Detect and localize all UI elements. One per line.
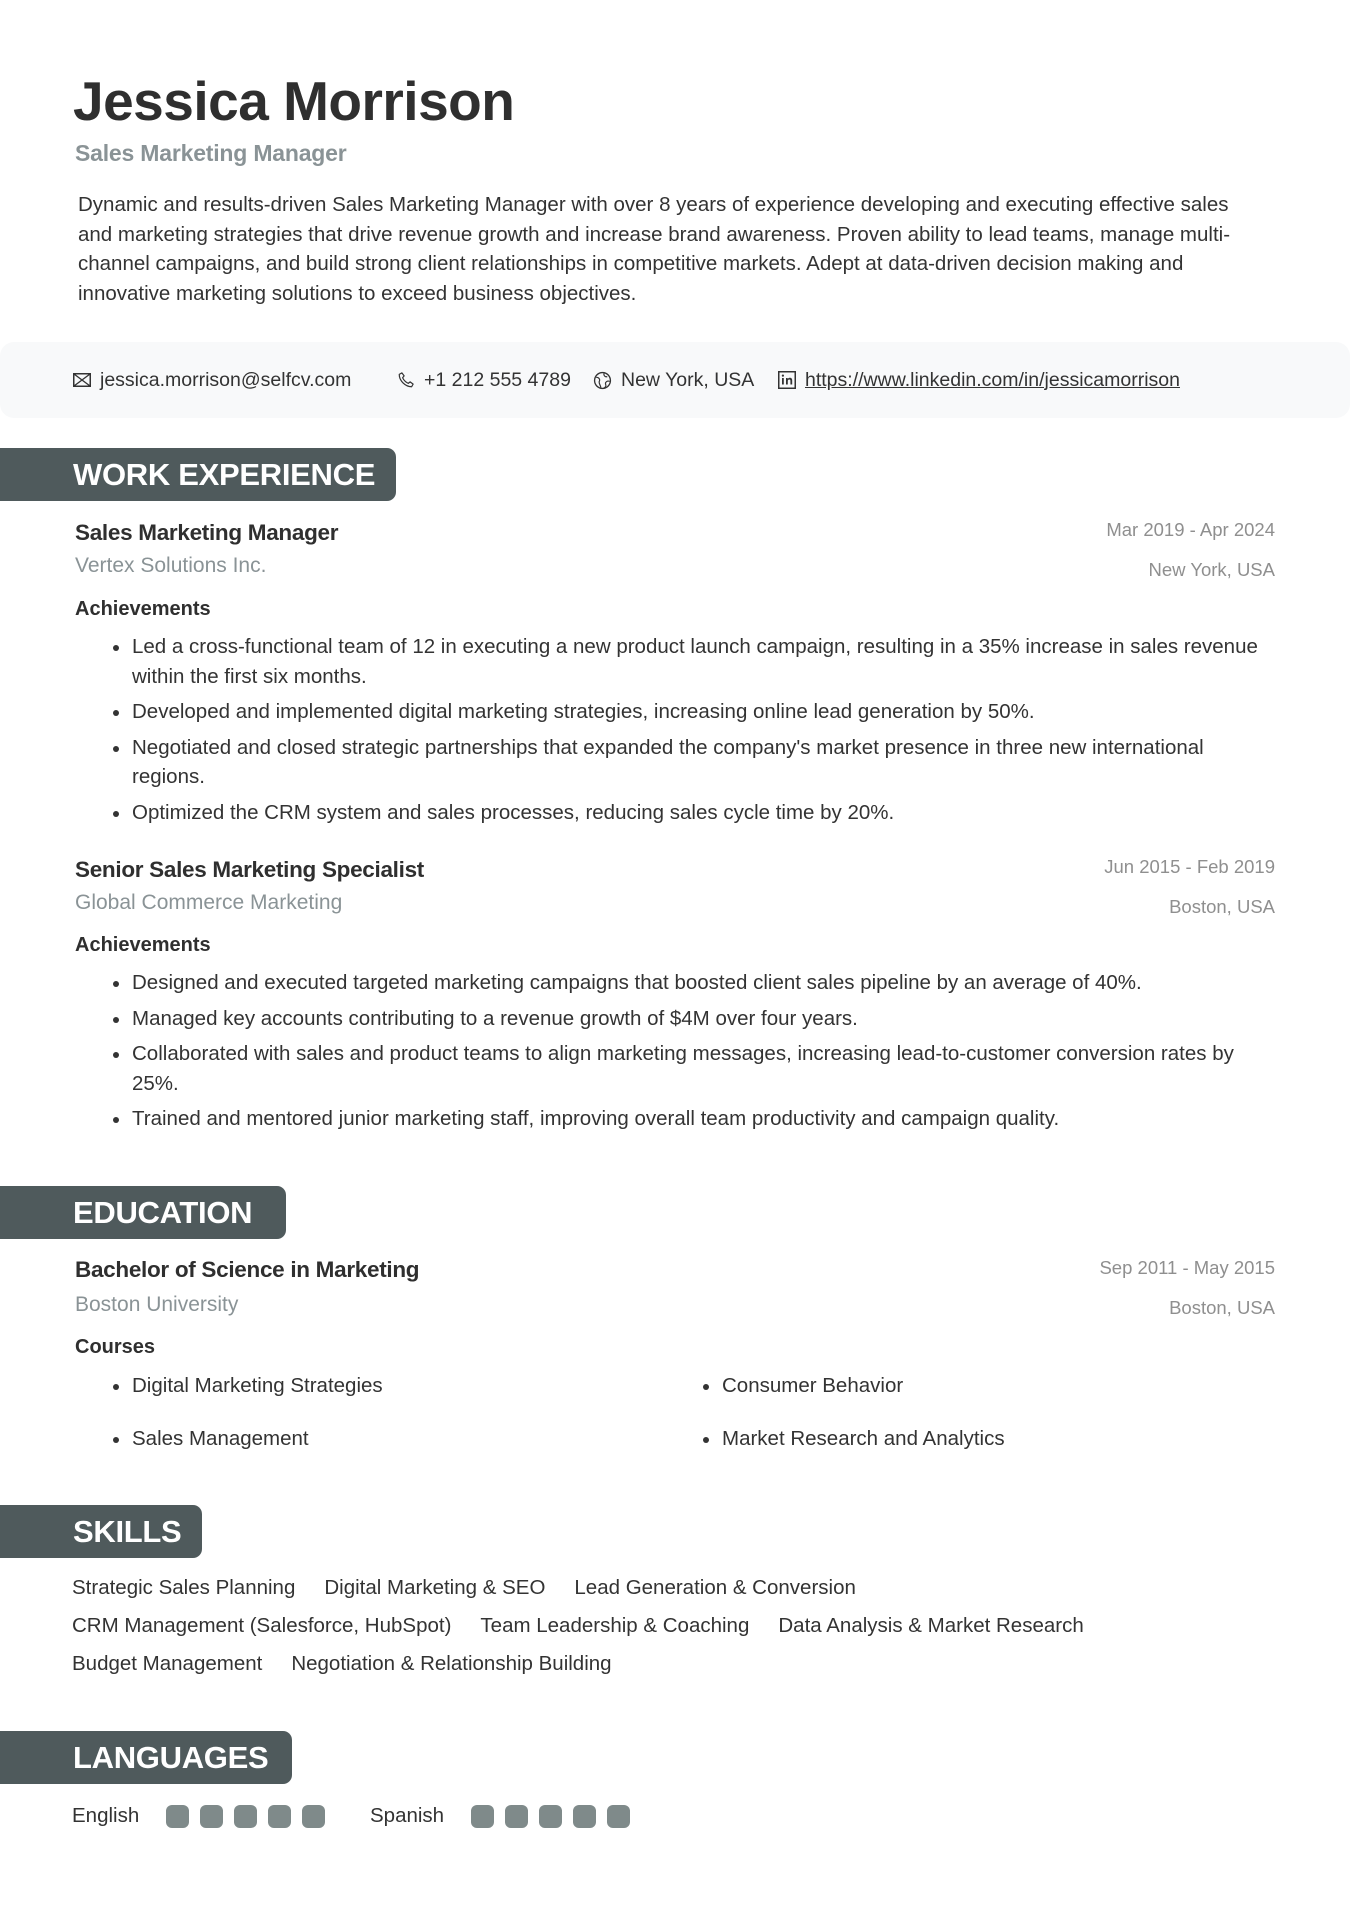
level-dot [234, 1805, 257, 1828]
achievements-label: Achievements [75, 598, 211, 620]
globe-icon [593, 371, 612, 390]
achievements-list [75, 632, 1275, 833]
list-item: Optimized the CRM system and sales processes, reducing sales cycle time by 20%. [132, 798, 1275, 828]
job-dates: Jun 2015 - Feb 2019 [1104, 856, 1275, 877]
contact-bar [0, 342, 1350, 418]
job-title: Sales Marketing Manager [75, 520, 339, 545]
skills-row [72, 1650, 612, 1678]
level-dot [200, 1805, 223, 1828]
candidate-title: Sales Marketing Manager [75, 140, 347, 166]
location-text: New York, USA [621, 368, 755, 391]
education-dates: Sep 2011 - May 2015 [1099, 1257, 1275, 1278]
envelope-icon [73, 373, 91, 387]
email-text: jessica.morrison@selfcv.com [100, 368, 352, 391]
skills-row [72, 1574, 856, 1602]
skill-item: CRM Management (Salesforce, HubSpot) [72, 1614, 452, 1637]
skill-item: Budget Management [72, 1652, 263, 1675]
courses-label: Courses [75, 1336, 156, 1358]
level-dot [607, 1805, 630, 1828]
course-item: Sales Management [75, 1425, 309, 1453]
linkedin-link[interactable]: https://www.linkedin.com/in/jessicamorrison [805, 368, 1180, 391]
contact-email[interactable] [73, 342, 351, 418]
linkedin-icon [778, 371, 796, 389]
phone-text: +1 212 555 4789 [424, 368, 571, 391]
phone-icon [397, 371, 415, 389]
list-item: Negotiated and closed strategic partnerships that expanded the company's market presence in three new international regions. [132, 733, 1275, 792]
job-company: Global Commerce Marketing [75, 891, 343, 914]
list-item: Trained and mentored junior marketing staff, improving overall team productivity and campaign quality. [132, 1104, 1275, 1134]
course-item: Market Research and Analytics [665, 1425, 1005, 1453]
list-item: Managed key accounts contributing to a revenue growth of $4M over four years. [132, 1004, 1275, 1034]
level-dot [539, 1805, 562, 1828]
course-item: Digital Marketing Strategies [75, 1372, 383, 1400]
language-english [72, 1801, 325, 1831]
level-dot [471, 1805, 494, 1828]
level-dot [302, 1805, 325, 1828]
section-header-languages: LANGUAGES [0, 1731, 292, 1784]
list-item: Developed and implemented digital marketing strategies, increasing online lead generation by 50%. [132, 697, 1275, 727]
job-location: Boston, USA [1169, 896, 1275, 917]
achievements-label: Achievements [75, 934, 211, 956]
job-location: New York, USA [1148, 559, 1275, 580]
section-header-skills: SKILLS [0, 1505, 202, 1558]
list-item: Designed and executed targeted marketing campaigns that boosted client sales pipeline by an average of 40%. [132, 968, 1275, 998]
contact-phone[interactable] [397, 342, 571, 418]
language-level-rating [166, 1805, 325, 1828]
contact-location [593, 342, 754, 418]
level-dot [573, 1805, 596, 1828]
course-item: Consumer Behavior [665, 1372, 903, 1400]
skill-item: Strategic Sales Planning [72, 1576, 296, 1599]
job-company: Vertex Solutions Inc. [75, 554, 267, 577]
job-title: Senior Sales Marketing Specialist [75, 857, 424, 882]
job-dates: Mar 2019 - Apr 2024 [1106, 519, 1275, 540]
section-header-education: EDUCATION [0, 1186, 286, 1239]
section-header-work-experience: WORK EXPERIENCE [0, 448, 396, 501]
list-item: Led a cross-functional team of 12 in executing a new product launch campaign, resulting in a 35% increase in sales revenue within the first six months. [132, 632, 1275, 691]
language-name: Spanish [370, 1804, 445, 1827]
skill-item: Team Leadership & Coaching [480, 1614, 750, 1637]
language-spanish [370, 1801, 630, 1831]
skill-item: Lead Generation & Conversion [574, 1576, 856, 1599]
level-dot [166, 1805, 189, 1828]
level-dot [268, 1805, 291, 1828]
candidate-name: Jessica Morrison [73, 70, 515, 132]
skill-item: Negotiation & Relationship Building [291, 1652, 612, 1675]
education-location: Boston, USA [1169, 1297, 1275, 1318]
skill-item: Digital Marketing & SEO [324, 1576, 546, 1599]
language-name: English [72, 1804, 140, 1827]
language-level-rating [471, 1805, 630, 1828]
contact-linkedin[interactable] [778, 342, 1180, 418]
summary-paragraph: Dynamic and results-driven Sales Marketing Manager with over 8 years of experience developing and executing effective sales and marketing strategies that drive revenue growth and increase brand awareness. Proven ability to lead teams, manage multi-channel campaigns, and build strong client relationships in competitive markets. Adept at data-driven decision making and innovative marketing solutions to exceed business objectives. [78, 193, 1231, 305]
degree-title: Bachelor of Science in Marketing [75, 1257, 420, 1282]
school-name: Boston University [75, 1293, 239, 1316]
skill-item: Data Analysis & Market Research [778, 1614, 1084, 1637]
achievements-list [75, 968, 1275, 1140]
level-dot [505, 1805, 528, 1828]
list-item: Collaborated with sales and product teams to align marketing messages, increasing lead-to-customer conversion rates by 25%. [132, 1039, 1275, 1098]
skills-row [72, 1612, 1084, 1640]
